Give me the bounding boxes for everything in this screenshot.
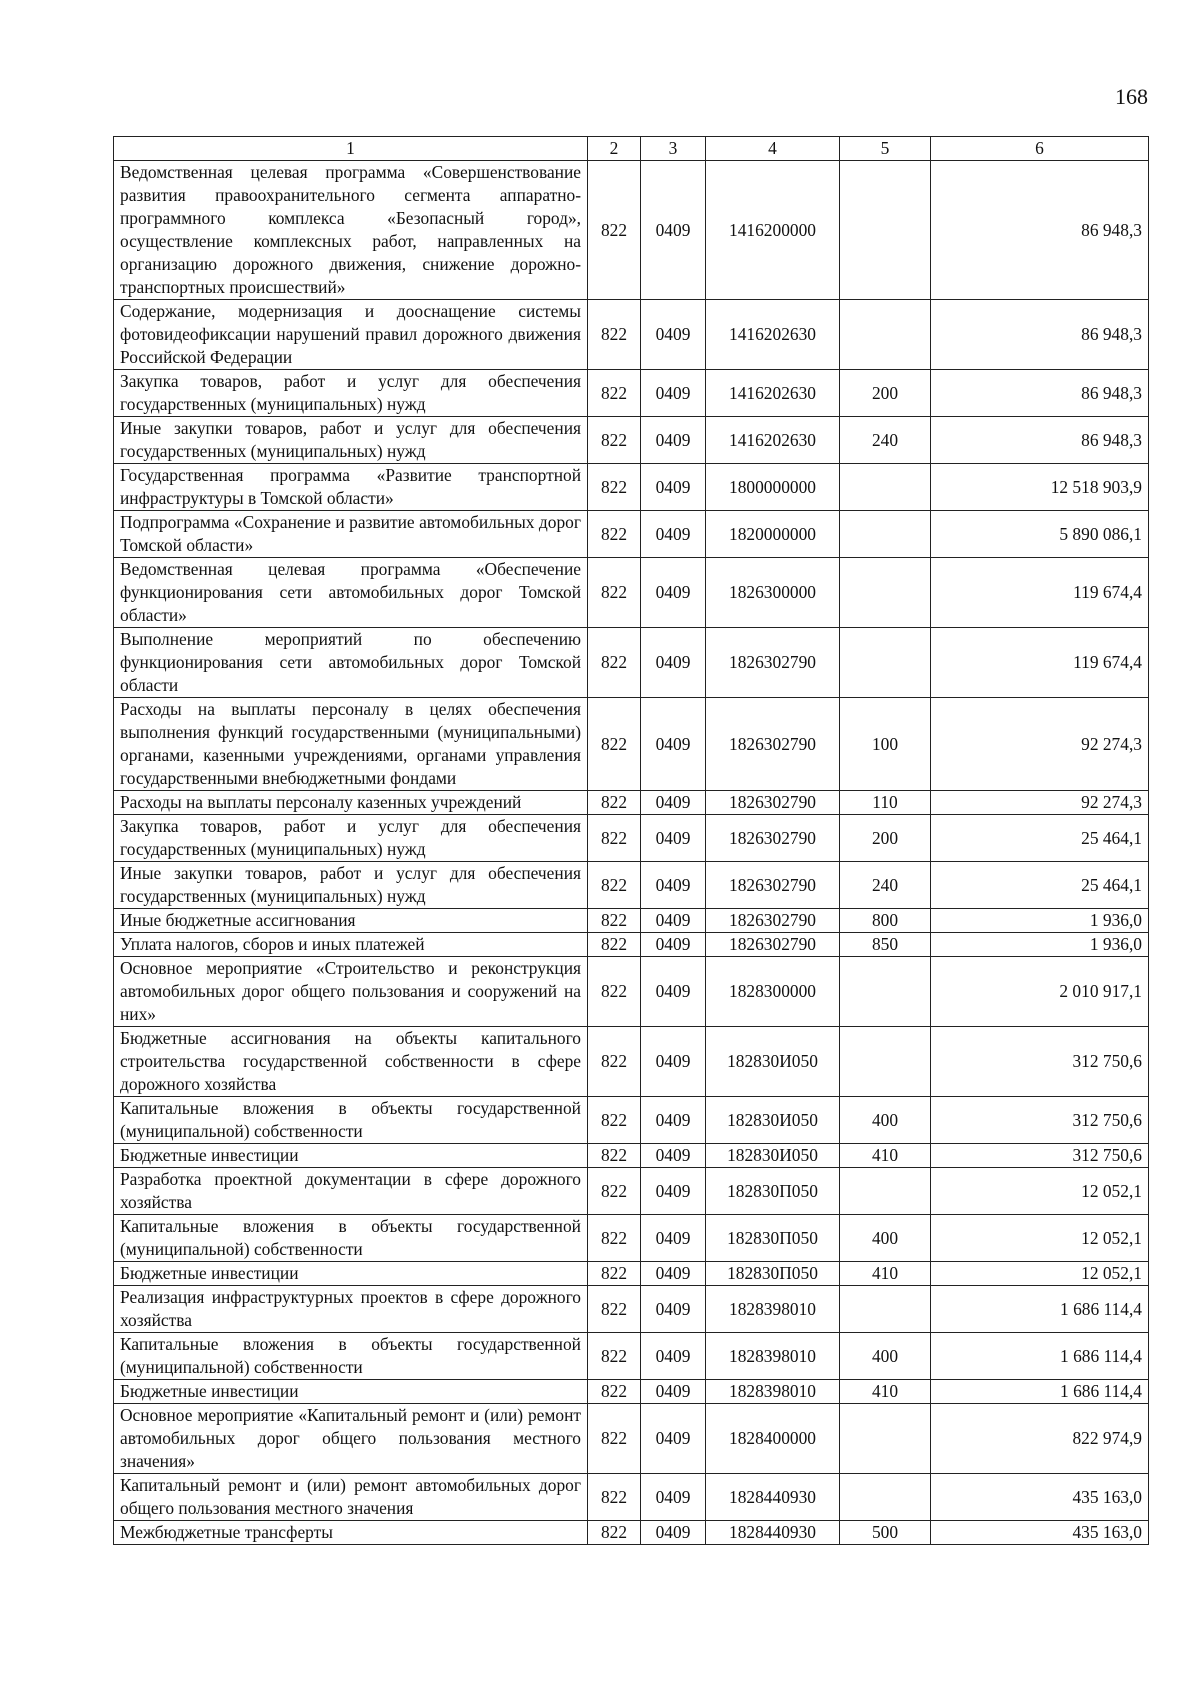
row-cs-cell: 1416202630	[706, 370, 840, 417]
table-row	[114, 511, 1149, 558]
row-cs-cell: 1820000000	[706, 511, 840, 558]
row-cs-cell: 1826300000	[706, 558, 840, 628]
row-name-cell: Капитальные вложения в объекты государственной (муниципальной) собственности	[114, 1097, 588, 1144]
table-row	[114, 933, 1149, 957]
row-cs-cell: 1416200000	[706, 161, 840, 300]
table-row	[114, 1144, 1149, 1168]
header-col-4: 4	[706, 137, 840, 161]
table-row	[114, 698, 1149, 791]
row-rz-cell: 0409	[641, 511, 706, 558]
row-vr-cell: 200	[840, 370, 931, 417]
row-name-cell: Государственная программа «Развитие транспортной инфраструктуры в Томской области»	[114, 464, 588, 511]
row-gr-cell: 822	[588, 791, 641, 815]
row-vr-cell: 240	[840, 862, 931, 909]
row-rz-cell: 0409	[641, 791, 706, 815]
row-gr-cell: 822	[588, 1168, 641, 1215]
table-row	[114, 815, 1149, 862]
row-rz-cell: 0409	[641, 464, 706, 511]
row-gr-cell: 822	[588, 1521, 641, 1545]
row-sum-cell: 435 163,0	[931, 1521, 1149, 1545]
row-rz-cell: 0409	[641, 1215, 706, 1262]
row-cs-cell: 1826302790	[706, 909, 840, 933]
row-sum-cell: 12 052,1	[931, 1262, 1149, 1286]
row-sum-cell: 12 052,1	[931, 1168, 1149, 1215]
row-name-cell: Капитальные вложения в объекты государственной (муниципальной) собственности	[114, 1215, 588, 1262]
row-name-cell: Иные бюджетные ассигнования	[114, 909, 588, 933]
row-name-cell: Подпрограмма «Сохранение и развитие автомобильных дорог Томской области»	[114, 511, 588, 558]
row-rz-cell: 0409	[641, 628, 706, 698]
budget-table	[113, 136, 1149, 1545]
row-cs-cell: 1826302790	[706, 862, 840, 909]
row-gr-cell: 822	[588, 933, 641, 957]
row-name-cell: Закупка товаров, работ и услуг для обеспечения государственных (муниципальных) нужд	[114, 370, 588, 417]
table-row	[114, 1168, 1149, 1215]
row-gr-cell: 822	[588, 1262, 641, 1286]
row-sum-cell: 312 750,6	[931, 1027, 1149, 1097]
row-gr-cell: 822	[588, 815, 641, 862]
row-vr-cell: 850	[840, 933, 931, 957]
row-cs-cell: 1828398010	[706, 1286, 840, 1333]
row-vr-cell	[840, 511, 931, 558]
table-row	[114, 957, 1149, 1027]
row-vr-cell: 400	[840, 1097, 931, 1144]
row-cs-cell: 182830И050	[706, 1144, 840, 1168]
table-row	[114, 1333, 1149, 1380]
row-name-cell: Ведомственная целевая программа «Обеспечение функционирования сети автомобильных дорог Томской области»	[114, 558, 588, 628]
row-name-cell: Выполнение мероприятий по обеспечению функционирования сети автомобильных дорог Томской области	[114, 628, 588, 698]
table-row	[114, 1262, 1149, 1286]
row-sum-cell: 86 948,3	[931, 417, 1149, 464]
row-rz-cell: 0409	[641, 1474, 706, 1521]
row-cs-cell: 1826302790	[706, 628, 840, 698]
table-row	[114, 1521, 1149, 1545]
row-sum-cell: 1 686 114,4	[931, 1286, 1149, 1333]
row-cs-cell: 182830П050	[706, 1215, 840, 1262]
row-cs-cell: 1828400000	[706, 1404, 840, 1474]
row-name-cell: Содержание, модернизация и дооснащение системы фотовидеофиксации нарушений правил дорожного движения Российской Федерации	[114, 300, 588, 370]
row-sum-cell: 119 674,4	[931, 628, 1149, 698]
row-rz-cell: 0409	[641, 933, 706, 957]
row-gr-cell: 822	[588, 1333, 641, 1380]
row-gr-cell: 822	[588, 862, 641, 909]
row-gr-cell: 822	[588, 1474, 641, 1521]
row-gr-cell: 822	[588, 909, 641, 933]
row-name-cell: Бюджетные инвестиции	[114, 1262, 588, 1286]
row-rz-cell: 0409	[641, 1333, 706, 1380]
row-vr-cell	[840, 1474, 931, 1521]
row-sum-cell: 86 948,3	[931, 300, 1149, 370]
row-rz-cell: 0409	[641, 1144, 706, 1168]
header-col-6: 6	[931, 137, 1149, 161]
row-cs-cell: 1828440930	[706, 1474, 840, 1521]
header-col-5: 5	[840, 137, 931, 161]
row-name-cell: Основное мероприятие «Строительство и реконструкция автомобильных дорог общего пользования и сооружений на них»	[114, 957, 588, 1027]
row-sum-cell: 1 936,0	[931, 909, 1149, 933]
table-row	[114, 1215, 1149, 1262]
row-cs-cell: 1826302790	[706, 791, 840, 815]
row-vr-cell	[840, 1168, 931, 1215]
row-vr-cell: 240	[840, 417, 931, 464]
row-rz-cell: 0409	[641, 909, 706, 933]
table-row	[114, 370, 1149, 417]
row-cs-cell: 1826302790	[706, 698, 840, 791]
row-sum-cell: 12 052,1	[931, 1215, 1149, 1262]
row-vr-cell	[840, 464, 931, 511]
row-vr-cell	[840, 1027, 931, 1097]
row-gr-cell: 822	[588, 1144, 641, 1168]
header-col-2: 2	[588, 137, 641, 161]
row-cs-cell: 1800000000	[706, 464, 840, 511]
table-row	[114, 1404, 1149, 1474]
row-name-cell: Реализация инфраструктурных проектов в сфере дорожного хозяйства	[114, 1286, 588, 1333]
row-gr-cell: 822	[588, 558, 641, 628]
row-rz-cell: 0409	[641, 957, 706, 1027]
row-sum-cell: 1 936,0	[931, 933, 1149, 957]
row-sum-cell: 92 274,3	[931, 791, 1149, 815]
row-sum-cell: 25 464,1	[931, 815, 1149, 862]
row-gr-cell: 822	[588, 1215, 641, 1262]
row-cs-cell: 1828398010	[706, 1333, 840, 1380]
row-vr-cell: 100	[840, 698, 931, 791]
row-sum-cell: 86 948,3	[931, 370, 1149, 417]
row-vr-cell	[840, 300, 931, 370]
row-name-cell: Бюджетные инвестиции	[114, 1144, 588, 1168]
row-name-cell: Уплата налогов, сборов и иных платежей	[114, 933, 588, 957]
row-sum-cell: 5 890 086,1	[931, 511, 1149, 558]
row-vr-cell: 800	[840, 909, 931, 933]
row-vr-cell	[840, 161, 931, 300]
header-col-1: 1	[114, 137, 588, 161]
table-row	[114, 300, 1149, 370]
budget-table-body	[114, 137, 1149, 1545]
row-cs-cell: 1828398010	[706, 1380, 840, 1404]
row-rz-cell: 0409	[641, 1027, 706, 1097]
row-gr-cell: 822	[588, 1404, 641, 1474]
row-gr-cell: 822	[588, 1097, 641, 1144]
row-rz-cell: 0409	[641, 1286, 706, 1333]
row-gr-cell: 822	[588, 370, 641, 417]
row-vr-cell: 400	[840, 1215, 931, 1262]
row-gr-cell: 822	[588, 161, 641, 300]
row-sum-cell: 92 274,3	[931, 698, 1149, 791]
table-row	[114, 791, 1149, 815]
row-vr-cell	[840, 628, 931, 698]
row-sum-cell: 119 674,4	[931, 558, 1149, 628]
table-row	[114, 1027, 1149, 1097]
row-rz-cell: 0409	[641, 862, 706, 909]
table-header-row	[114, 137, 1149, 161]
row-name-cell: Расходы на выплаты персоналу казенных учреждений	[114, 791, 588, 815]
row-vr-cell: 110	[840, 791, 931, 815]
page-number: 168	[1115, 84, 1148, 109]
row-rz-cell: 0409	[641, 1097, 706, 1144]
table-row	[114, 1097, 1149, 1144]
table-row	[114, 628, 1149, 698]
row-sum-cell: 312 750,6	[931, 1144, 1149, 1168]
row-gr-cell: 822	[588, 698, 641, 791]
row-rz-cell: 0409	[641, 698, 706, 791]
row-sum-cell: 822 974,9	[931, 1404, 1149, 1474]
row-sum-cell: 312 750,6	[931, 1097, 1149, 1144]
row-cs-cell: 1826302790	[706, 933, 840, 957]
row-rz-cell: 0409	[641, 370, 706, 417]
row-name-cell: Бюджетные ассигнования на объекты капитального строительства государственной собственности в сфере дорожного хозяйства	[114, 1027, 588, 1097]
table-row	[114, 1380, 1149, 1404]
row-gr-cell: 822	[588, 1027, 641, 1097]
row-cs-cell: 1828440930	[706, 1521, 840, 1545]
row-gr-cell: 822	[588, 957, 641, 1027]
row-rz-cell: 0409	[641, 1262, 706, 1286]
row-rz-cell: 0409	[641, 300, 706, 370]
row-sum-cell: 86 948,3	[931, 161, 1149, 300]
row-cs-cell: 1826302790	[706, 815, 840, 862]
row-name-cell: Иные закупки товаров, работ и услуг для обеспечения государственных (муниципальных) нужд	[114, 862, 588, 909]
table-row	[114, 909, 1149, 933]
row-rz-cell: 0409	[641, 417, 706, 464]
row-vr-cell: 400	[840, 1333, 931, 1380]
row-vr-cell: 200	[840, 815, 931, 862]
row-vr-cell	[840, 558, 931, 628]
row-rz-cell: 0409	[641, 161, 706, 300]
header-col-3: 3	[641, 137, 706, 161]
table-row	[114, 1286, 1149, 1333]
table-row	[114, 862, 1149, 909]
table-row	[114, 161, 1149, 300]
row-vr-cell: 500	[840, 1521, 931, 1545]
row-gr-cell: 822	[588, 464, 641, 511]
row-name-cell: Иные закупки товаров, работ и услуг для обеспечения государственных (муниципальных) нужд	[114, 417, 588, 464]
row-cs-cell: 1416202630	[706, 300, 840, 370]
row-gr-cell: 822	[588, 300, 641, 370]
row-vr-cell: 410	[840, 1262, 931, 1286]
row-gr-cell: 822	[588, 417, 641, 464]
row-name-cell: Капитальные вложения в объекты государственной (муниципальной) собственности	[114, 1333, 588, 1380]
row-name-cell: Бюджетные инвестиции	[114, 1380, 588, 1404]
row-rz-cell: 0409	[641, 1521, 706, 1545]
row-vr-cell: 410	[840, 1144, 931, 1168]
row-vr-cell: 410	[840, 1380, 931, 1404]
row-name-cell: Межбюджетные трансферты	[114, 1521, 588, 1545]
row-vr-cell	[840, 1286, 931, 1333]
row-cs-cell: 1828300000	[706, 957, 840, 1027]
table-row	[114, 558, 1149, 628]
row-vr-cell	[840, 1404, 931, 1474]
row-name-cell: Капитальный ремонт и (или) ремонт автомобильных дорог общего пользования местного значения	[114, 1474, 588, 1521]
row-cs-cell: 182830П050	[706, 1262, 840, 1286]
row-rz-cell: 0409	[641, 1404, 706, 1474]
row-rz-cell: 0409	[641, 558, 706, 628]
row-sum-cell: 1 686 114,4	[931, 1380, 1149, 1404]
row-sum-cell: 12 518 903,9	[931, 464, 1149, 511]
row-rz-cell: 0409	[641, 1380, 706, 1404]
row-name-cell: Ведомственная целевая программа «Совершенствование развития правоохранительного сегмента аппаратно-программного комплекса «Безопасный город», осуществление комплексных работ, направленных на организацию дорожного движения, снижение дорожно-транспортных происшествий»	[114, 161, 588, 300]
row-vr-cell	[840, 957, 931, 1027]
table-row	[114, 1474, 1149, 1521]
row-sum-cell: 435 163,0	[931, 1474, 1149, 1521]
row-cs-cell: 182830П050	[706, 1168, 840, 1215]
row-name-cell: Разработка проектной документации в сфере дорожного хозяйства	[114, 1168, 588, 1215]
row-name-cell: Основное мероприятие «Капитальный ремонт и (или) ремонт автомобильных дорог общего пользования местного значения»	[114, 1404, 588, 1474]
row-rz-cell: 0409	[641, 815, 706, 862]
row-sum-cell: 25 464,1	[931, 862, 1149, 909]
row-name-cell: Расходы на выплаты персоналу в целях обеспечения выполнения функций государственными (муниципальными) органами, казенными учреждениями, органами управления государственными внебюджетными фондами	[114, 698, 588, 791]
row-sum-cell: 1 686 114,4	[931, 1333, 1149, 1380]
row-name-cell: Закупка товаров, работ и услуг для обеспечения государственных (муниципальных) нужд	[114, 815, 588, 862]
row-cs-cell: 182830И050	[706, 1097, 840, 1144]
row-cs-cell: 182830И050	[706, 1027, 840, 1097]
table-row	[114, 464, 1149, 511]
row-gr-cell: 822	[588, 1286, 641, 1333]
row-rz-cell: 0409	[641, 1168, 706, 1215]
row-cs-cell: 1416202630	[706, 417, 840, 464]
row-gr-cell: 822	[588, 511, 641, 558]
table-row	[114, 417, 1149, 464]
row-gr-cell: 822	[588, 628, 641, 698]
row-sum-cell: 2 010 917,1	[931, 957, 1149, 1027]
row-gr-cell: 822	[588, 1380, 641, 1404]
